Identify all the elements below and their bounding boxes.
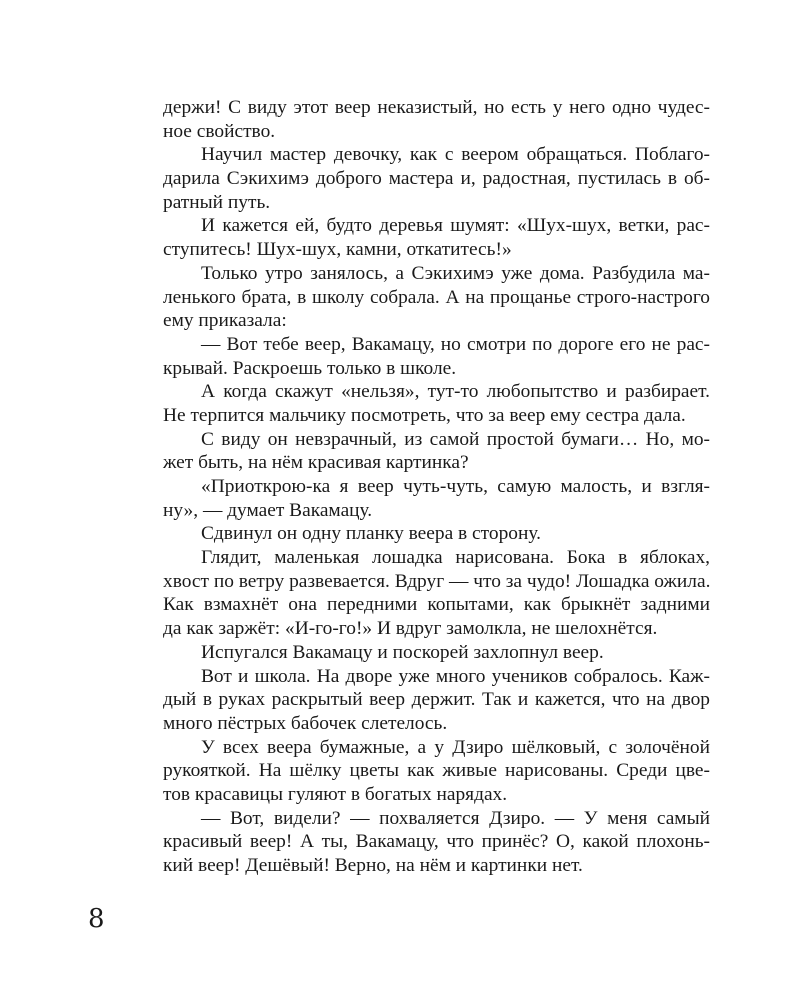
text-line: тов красавицы гуляют в богатых нарядах. [163,783,508,805]
text-line: красивый веер! А ты, Вакамацу, что принёс? О, какой плохонь- [163,831,710,853]
paragraph [163,475,710,522]
paragraph [163,96,710,143]
text-line: С виду он невзрачный, из самой простой бумаги… Но, мо- [201,428,710,450]
text-line: да как заржёт: «И-го-го!» И вдруг замолкла, не шелохнётся. [163,618,658,640]
page-number: 8 [88,904,105,934]
paragraph [163,665,710,736]
paragraph [163,262,710,333]
paragraph [163,380,710,427]
paragraph [163,333,710,380]
text-line: ну», — думает Вакамацу. [163,499,373,521]
text-line: много пёстрых бабочек слетелось. [163,712,448,734]
text-line: Только утро занялось, а Сэкихимэ уже дома. Разбудила ма- [201,262,710,284]
text-line: держи! С виду этот веер неказистый, но есть у него одно чудес- [163,97,710,118]
text-line: — Вот тебе веер, Вакамацу, но смотри по дороге его не рас- [201,333,710,355]
text-line: ное свойство. [163,120,276,142]
text-line: ленького брата, в школу собрала. А на прощанье строго-настрого [163,286,710,308]
text-line: Глядит, маленькая лошадка нарисована. Бока в яблоках, [201,547,710,569]
paragraph [163,522,710,546]
text-line: У всех веера бумажные, а у Дзиро шёлковый, с золочёной [201,736,710,758]
text-line: Не терпится мальчику посмотреть, что за веер ему сестра дала. [163,404,686,426]
text-line: крывай. Раскроешь только в школе. [163,357,457,379]
text-line: жет быть, на нём красивая картинка? [163,452,469,474]
paragraph [163,546,710,641]
text-line: ему приказала: [163,310,287,332]
paragraph [163,736,710,807]
text-line: дый в руках раскрытый веер держит. Так и кажется, что на двор [163,689,710,711]
text-line: ратный путь. [163,191,271,213]
paragraph [163,214,710,261]
paragraph [163,143,710,214]
text-line: Как взмахнёт она передними копытами, как брыкнёт задними [163,594,710,616]
book-text [163,96,710,878]
text-line: Научил мастер девочку, как с веером обращаться. Поблаго- [201,144,710,166]
text-line: Сдвинул он одну планку веера в сторону. [201,523,541,545]
text-line: хвост по ветру развевается. Вдруг — что за чудо! Лошадка ожила. [163,570,711,592]
text-line: И кажется ей, будто деревья шумят: «Шух-шух, ветки, рас- [201,215,710,237]
paragraph [163,807,710,878]
text-line: дарила Сэкихимэ доброго мастера и, радостная, пустилась в об- [163,168,710,190]
text-line: Вот и школа. На дворе уже много учеников собралось. Каж- [201,665,710,687]
paragraph [163,641,710,665]
text-line: ступитесь! Шух-шух, камни, откатитесь!» [163,239,512,261]
text-line: кий веер! Дешёвый! Верно, на нём и картинки нет. [163,855,583,876]
paragraph [163,428,710,475]
text-line: — Вот, видели? — похваляется Дзиро. — У меня самый [201,807,710,829]
text-line: «Приоткрою-ка я веер чуть-чуть, самую малость, и взгля- [201,476,710,497]
text-line: Испугался Вакамацу и поскорей захлопнул веер. [201,641,604,663]
text-line: А когда скажут «нельзя», тут-то любопытство и разбирает. [201,381,710,403]
text-line: рукояткой. На шёлку цветы как живые нарисованы. Среди цве- [163,760,710,782]
